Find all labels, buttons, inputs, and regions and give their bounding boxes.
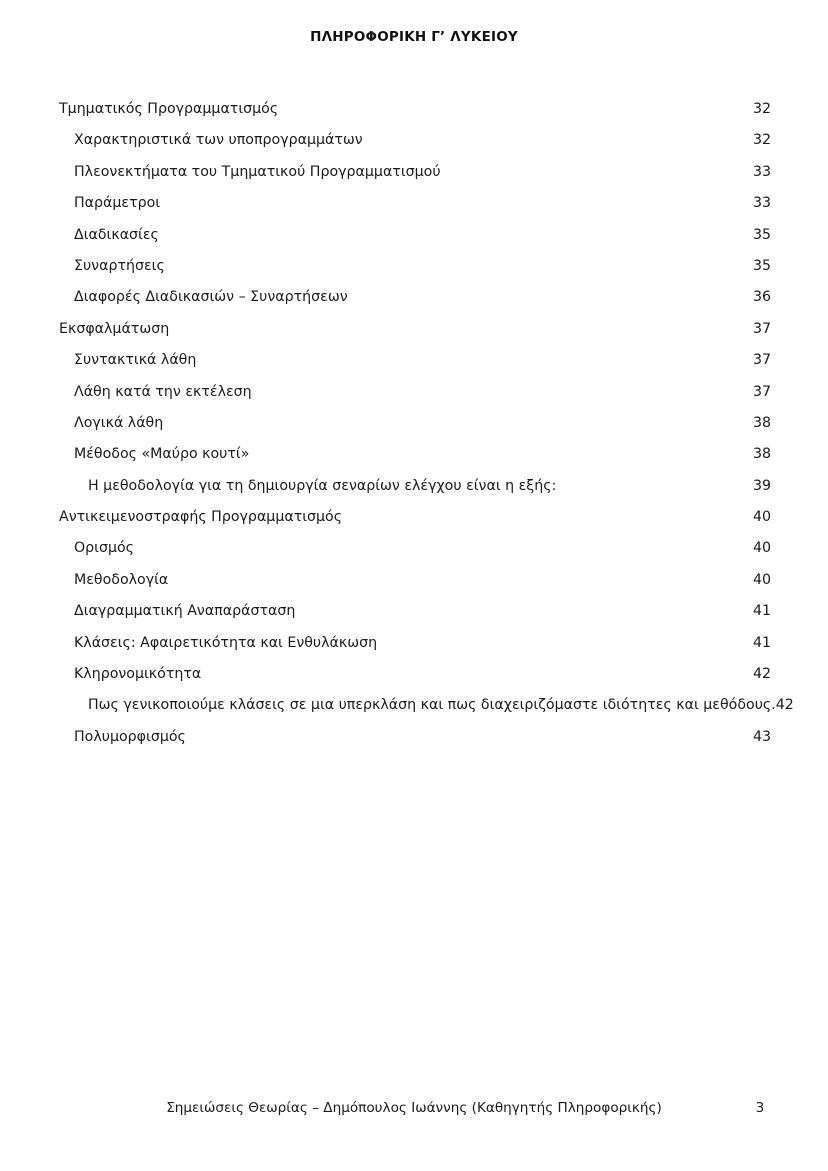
toc-entry[interactable] [59, 722, 771, 753]
toc-dot-leader [348, 287, 753, 301]
toc-entry[interactable] [59, 314, 771, 345]
toc-entry[interactable] [59, 377, 771, 408]
toc-entry-label: Διαγραμματική Αναπαράσταση [74, 603, 296, 620]
toc-entry-page-number: 40 [752, 540, 771, 557]
toc-entry[interactable] [59, 439, 771, 470]
toc-entry-page-number: 41 [752, 603, 771, 620]
footer-attribution: Σημειώσεις Θεωρίας – Δημόπουλος Ιωάννης (Καθηγητής Πληροφορικής) [166, 1100, 662, 1116]
toc-entry-label: Συναρτήσεις [74, 257, 165, 274]
page-header-title: ΠΛΗΡΟΦΟΡΙΚΗ Γ’ ΛΥΚΕΙΟΥ [310, 29, 518, 45]
toc-dot-leader [363, 130, 753, 144]
toc-entry-page-number: 35 [752, 226, 771, 243]
toc-entry[interactable] [59, 345, 771, 376]
toc-entry[interactable] [59, 408, 771, 439]
toc-entry-label: Πολυμορφισμός [74, 728, 186, 745]
toc-entry-label: Χαρακτηριστικά των υποπρογραμμάτων [74, 132, 363, 149]
toc-entry[interactable] [59, 282, 771, 313]
toc-entry[interactable] [59, 471, 771, 502]
toc-entry-label: Μέθοδος «Μαύρο κουτί» [74, 446, 250, 463]
toc-entry-page-number: 37 [752, 320, 771, 337]
toc-entry-page-number: 33 [752, 163, 771, 180]
toc-dot-leader [556, 476, 753, 490]
toc-entry-label: Πως γενικοποιούμε κλάσεις σε μια υπερκλάση και πως διαχειριζόμαστε ιδιότητες και μεθόδους. [88, 697, 776, 714]
toc-entry-label: Κλάσεις: Αφαιρετικότητα και Ενθυλάκωση [74, 634, 378, 651]
toc-entry-page-number: 35 [752, 257, 771, 274]
toc-entry-label: Εκσφαλμάτωση [59, 320, 170, 337]
toc-entry-page-number: 36 [752, 289, 771, 306]
toc-entry-page-number: 40 [752, 571, 771, 588]
toc-entry[interactable] [59, 125, 771, 156]
toc-entry-label: Μεθοδολογία [74, 571, 169, 588]
toc-entry-label: Λογικά λάθη [74, 414, 164, 431]
toc-dot-leader [342, 507, 753, 521]
page-footer [0, 1100, 828, 1120]
toc-entry-label: Τμηματικός Προγραμματισμός [59, 101, 279, 117]
toc-entry[interactable] [59, 659, 771, 690]
toc-entry-label: Η μεθοδολογία για τη δημιουργία σεναρίων ελέγχου είναι η εξής: [88, 477, 557, 494]
toc-entry-page-number: 40 [752, 509, 771, 526]
toc-entry-label: Πλεονεκτήματα του Τμηματικού Προγραμματισμού [74, 163, 441, 180]
toc-dot-leader [441, 162, 753, 176]
table-of-contents [59, 94, 794, 753]
toc-dot-leader [201, 664, 753, 678]
toc-entry-page-number: 32 [752, 132, 771, 149]
toc-entry-page-number: 38 [752, 414, 771, 431]
toc-dot-leader [186, 727, 753, 741]
toc-entry[interactable] [59, 157, 771, 188]
toc-dot-leader [377, 632, 753, 646]
toc-dot-leader [163, 413, 753, 427]
toc-dot-leader [278, 99, 753, 113]
toc-entry-label: Κληρονομικότητα [74, 666, 202, 683]
toc-entry-label: Παράμετροι [74, 195, 161, 212]
toc-entry[interactable] [59, 628, 771, 659]
toc-dot-leader [295, 601, 753, 615]
toc-entry[interactable] [59, 94, 771, 125]
toc-dot-leader [252, 381, 753, 395]
toc-entry[interactable] [59, 565, 771, 596]
toc-entry-page-number: 37 [752, 352, 771, 369]
toc-entry[interactable] [59, 188, 771, 219]
toc-dot-leader [160, 193, 753, 207]
toc-entry[interactable] [59, 251, 771, 282]
toc-entry[interactable] [59, 220, 771, 251]
toc-entry-page-number: 41 [752, 634, 771, 651]
toc-entry-page-number: 42 [752, 666, 771, 683]
toc-entry[interactable] [59, 502, 771, 533]
toc-entry-page-number: 37 [752, 383, 771, 400]
toc-entry-page-number: 32 [752, 101, 771, 117]
toc-dot-leader [196, 350, 753, 364]
toc-dot-leader [168, 570, 753, 584]
toc-entry-page-number: 43 [752, 728, 771, 745]
toc-entry-label: Διαδικασίες [74, 226, 159, 243]
toc-dot-leader [134, 538, 753, 552]
toc-entry-label: Λάθη κατά την εκτέλεση [74, 383, 252, 400]
toc-dot-leader [169, 319, 753, 333]
toc-entry[interactable] [59, 596, 771, 627]
toc-entry-page-number: 39 [752, 477, 771, 494]
toc-entry-page-number: 42 [775, 697, 794, 714]
toc-entry[interactable] [59, 690, 794, 721]
toc-dot-leader [159, 224, 753, 238]
toc-entry-label: Συντακτικά λάθη [74, 352, 197, 369]
toc-dot-leader [165, 256, 753, 270]
toc-entry-label: Διαφορές Διαδικασιών – Συναρτήσεων [74, 289, 348, 306]
toc-dot-leader [249, 444, 753, 458]
toc-entry-page-number: 38 [752, 446, 771, 463]
footer-page-number: 3 [755, 1100, 765, 1116]
toc-entry-label: Ορισμός [74, 540, 134, 557]
toc-entry-label: Αντικειμενοστραφής Προγραμματισμός [59, 509, 343, 526]
toc-entry-page-number: 33 [752, 195, 771, 212]
toc-entry[interactable] [59, 533, 771, 564]
